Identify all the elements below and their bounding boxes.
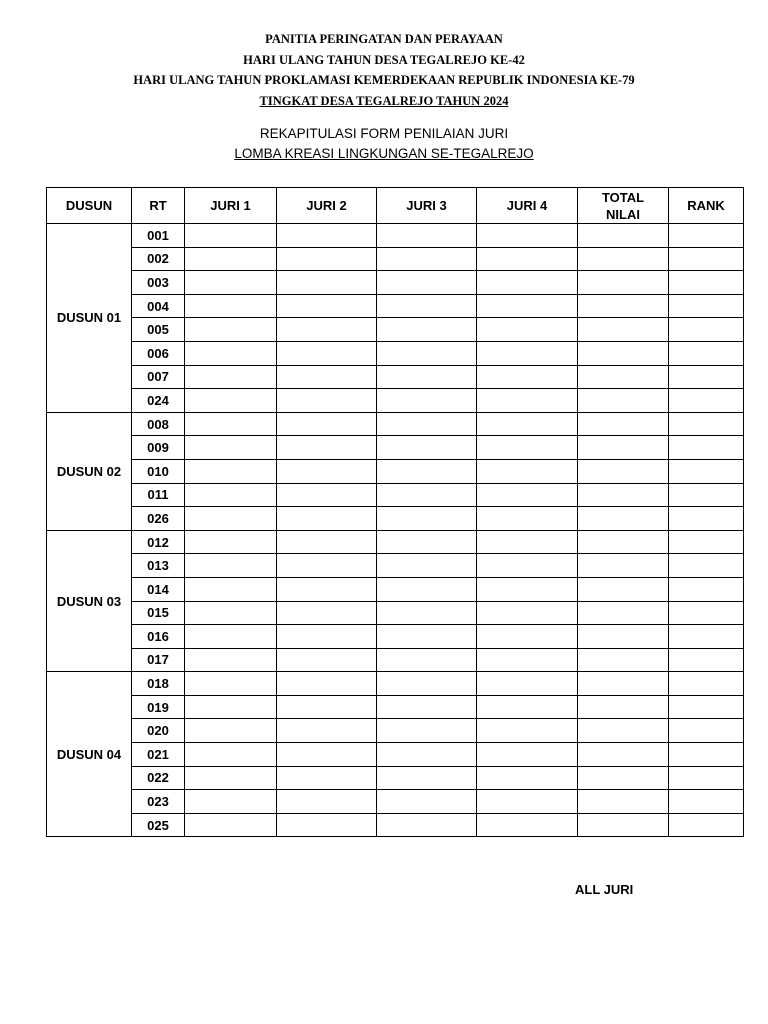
rt-cell: 012 (132, 530, 185, 554)
rank-cell[interactable] (669, 507, 744, 531)
dusun-cell: DUSUN 01 (47, 224, 132, 413)
rt-cell: 017 (132, 648, 185, 672)
signature-label: ALL JURI (575, 882, 634, 897)
juri-4-cell[interactable] (477, 554, 578, 578)
rt-cell: 002 (132, 247, 185, 271)
total-nilai-cell[interactable] (578, 294, 669, 318)
juri-2-cell[interactable] (277, 436, 377, 460)
rt-cell: 024 (132, 389, 185, 413)
total-nilai-cell[interactable] (578, 483, 669, 507)
table-row (47, 648, 744, 672)
total-nilai-cell[interactable] (578, 601, 669, 625)
rt-cell: 022 (132, 766, 185, 790)
rank-cell[interactable] (669, 577, 744, 601)
rank-cell[interactable] (669, 436, 744, 460)
juri-2-cell[interactable] (277, 554, 377, 578)
total-nilai-cell[interactable] (578, 813, 669, 837)
table-row (47, 672, 744, 696)
rt-cell: 011 (132, 483, 185, 507)
juri-2-cell[interactable] (277, 625, 377, 649)
total-nilai-cell[interactable] (578, 719, 669, 743)
rt-cell: 010 (132, 459, 185, 483)
total-nilai-cell[interactable] (578, 766, 669, 790)
rank-cell[interactable] (669, 459, 744, 483)
table-row (47, 554, 744, 578)
juri-1-cell[interactable] (185, 695, 277, 719)
header-rt: RT (132, 188, 185, 224)
rt-cell: 003 (132, 271, 185, 295)
juri-3-cell[interactable] (377, 318, 477, 342)
table-row (47, 695, 744, 719)
document-subtitle (0, 124, 768, 164)
juri-3-cell[interactable] (377, 813, 477, 837)
juri-4-cell[interactable] (477, 247, 578, 271)
juri-4-cell[interactable] (477, 648, 578, 672)
total-nilai-cell[interactable] (578, 507, 669, 531)
juri-1-cell[interactable] (185, 766, 277, 790)
table-row (47, 436, 744, 460)
rt-cell: 014 (132, 577, 185, 601)
juri-1-cell[interactable] (185, 577, 277, 601)
juri-1-cell[interactable] (185, 813, 277, 837)
juri-3-cell[interactable] (377, 530, 477, 554)
juri-4-cell[interactable] (477, 224, 578, 248)
rt-cell: 021 (132, 743, 185, 767)
rank-cell[interactable] (669, 719, 744, 743)
juri-1-cell[interactable] (185, 318, 277, 342)
rt-cell: 005 (132, 318, 185, 342)
juri-3-cell[interactable] (377, 648, 477, 672)
table-row (47, 365, 744, 389)
juri-4-cell[interactable] (477, 318, 578, 342)
juri-3-cell[interactable] (377, 436, 477, 460)
total-nilai-cell[interactable] (578, 247, 669, 271)
juri-3-cell[interactable] (377, 719, 477, 743)
rank-cell[interactable] (669, 271, 744, 295)
juri-1-cell[interactable] (185, 507, 277, 531)
rt-cell: 015 (132, 601, 185, 625)
juri-2-cell[interactable] (277, 412, 377, 436)
juri-1-cell[interactable] (185, 412, 277, 436)
total-nilai-cell[interactable] (578, 790, 669, 814)
rank-cell[interactable] (669, 601, 744, 625)
rank-cell[interactable] (669, 318, 744, 342)
table-row (47, 601, 744, 625)
juri-3-cell[interactable] (377, 743, 477, 767)
juri-4-cell[interactable] (477, 743, 578, 767)
juri-2-cell[interactable] (277, 224, 377, 248)
total-nilai-cell[interactable] (578, 530, 669, 554)
header-line-3: HARI ULANG TAHUN PROKLAMASI KEMERDEKAAN REPUBLIK INDONESIA KE-79 (133, 73, 635, 87)
rank-cell[interactable] (669, 766, 744, 790)
juri-1-cell[interactable] (185, 389, 277, 413)
table-row (47, 459, 744, 483)
juri-2-cell[interactable] (277, 672, 377, 696)
juri-2-cell[interactable] (277, 247, 377, 271)
total-nilai-cell[interactable] (578, 743, 669, 767)
rank-cell[interactable] (669, 790, 744, 814)
total-nilai-cell[interactable] (578, 695, 669, 719)
juri-3-cell[interactable] (377, 766, 477, 790)
juri-4-cell[interactable] (477, 601, 578, 625)
juri-4-cell[interactable] (477, 412, 578, 436)
header-juri-3: JURI 3 (377, 188, 477, 224)
juri-1-cell[interactable] (185, 247, 277, 271)
juri-3-cell[interactable] (377, 247, 477, 271)
total-nilai-cell[interactable] (578, 459, 669, 483)
juri-4-cell[interactable] (477, 365, 578, 389)
juri-2-cell[interactable] (277, 766, 377, 790)
juri-4-cell[interactable] (477, 766, 578, 790)
total-nilai-cell[interactable] (578, 365, 669, 389)
juri-2-cell[interactable] (277, 483, 377, 507)
juri-3-cell[interactable] (377, 577, 477, 601)
rank-cell[interactable] (669, 695, 744, 719)
juri-2-cell[interactable] (277, 341, 377, 365)
rank-cell[interactable] (669, 341, 744, 365)
rank-cell[interactable] (669, 294, 744, 318)
header-line-4: TINGKAT DESA TEGALREJO TAHUN 2024 (259, 93, 509, 108)
juri-4-cell[interactable] (477, 695, 578, 719)
juri-3-cell[interactable] (377, 695, 477, 719)
subtitle-line-1: REKAPITULASI FORM PENILAIAN JURI (259, 126, 509, 141)
rt-cell: 026 (132, 507, 185, 531)
juri-4-cell[interactable] (477, 389, 578, 413)
total-nilai-cell[interactable] (578, 271, 669, 295)
header-juri-2: JURI 2 (277, 188, 377, 224)
rank-cell[interactable] (669, 389, 744, 413)
header-total-nilai: TOTAL NILAI (578, 188, 669, 224)
juri-4-cell[interactable] (477, 672, 578, 696)
rank-cell[interactable] (669, 247, 744, 271)
table-row (47, 389, 744, 413)
juri-3-cell[interactable] (377, 294, 477, 318)
rt-cell: 020 (132, 719, 185, 743)
juri-3-cell[interactable] (377, 389, 477, 413)
juri-1-cell[interactable] (185, 672, 277, 696)
header-juri-4: JURI 4 (477, 188, 578, 224)
juri-2-cell[interactable] (277, 648, 377, 672)
juri-3-cell[interactable] (377, 365, 477, 389)
juri-2-cell[interactable] (277, 459, 377, 483)
juri-4-cell[interactable] (477, 507, 578, 531)
juri-1-cell[interactable] (185, 625, 277, 649)
table-row (47, 318, 744, 342)
juri-4-cell[interactable] (477, 341, 578, 365)
juri-1-cell[interactable] (185, 601, 277, 625)
rank-cell[interactable] (669, 365, 744, 389)
rt-cell: 007 (132, 365, 185, 389)
juri-1-cell[interactable] (185, 530, 277, 554)
juri-1-cell[interactable] (185, 743, 277, 767)
juri-3-cell[interactable] (377, 601, 477, 625)
rt-cell: 018 (132, 672, 185, 696)
juri-2-cell[interactable] (277, 294, 377, 318)
juri-3-cell[interactable] (377, 459, 477, 483)
table-row (47, 625, 744, 649)
juri-3-cell[interactable] (377, 554, 477, 578)
rank-cell[interactable] (669, 743, 744, 767)
juri-1-cell[interactable] (185, 719, 277, 743)
subtitle-line-2: LOMBA KREASI LINGKUNGAN SE-TEGALREJO (234, 146, 534, 161)
juri-2-cell[interactable] (277, 507, 377, 531)
rank-cell[interactable] (669, 554, 744, 578)
juri-3-cell[interactable] (377, 672, 477, 696)
juri-1-cell[interactable] (185, 790, 277, 814)
total-nilai-cell[interactable] (578, 672, 669, 696)
total-nilai-cell[interactable] (578, 412, 669, 436)
table-row (47, 483, 744, 507)
juri-1-cell[interactable] (185, 365, 277, 389)
juri-4-cell[interactable] (477, 459, 578, 483)
table-row (47, 530, 744, 554)
table-row (47, 341, 744, 365)
rank-cell[interactable] (669, 625, 744, 649)
rank-cell[interactable] (669, 672, 744, 696)
rank-cell[interactable] (669, 813, 744, 837)
juri-4-cell[interactable] (477, 294, 578, 318)
juri-1-cell[interactable] (185, 554, 277, 578)
rt-cell: 013 (132, 554, 185, 578)
juri-2-cell[interactable] (277, 530, 377, 554)
juri-4-cell[interactable] (477, 271, 578, 295)
juri-1-cell[interactable] (185, 224, 277, 248)
juri-1-cell[interactable] (185, 341, 277, 365)
juri-1-cell[interactable] (185, 436, 277, 460)
rt-cell: 016 (132, 625, 185, 649)
rt-cell: 001 (132, 224, 185, 248)
total-nilai-cell[interactable] (578, 577, 669, 601)
total-nilai-cell[interactable] (578, 648, 669, 672)
rt-cell: 008 (132, 412, 185, 436)
total-nilai-cell[interactable] (578, 625, 669, 649)
table-row (47, 412, 744, 436)
total-nilai-cell[interactable] (578, 436, 669, 460)
header-dusun: DUSUN (47, 188, 132, 224)
total-nilai-cell[interactable] (578, 389, 669, 413)
juri-2-cell[interactable] (277, 365, 377, 389)
juri-1-cell[interactable] (185, 294, 277, 318)
juri-2-cell[interactable] (277, 389, 377, 413)
rt-cell: 004 (132, 294, 185, 318)
juri-1-cell[interactable] (185, 271, 277, 295)
juri-3-cell[interactable] (377, 625, 477, 649)
juri-1-cell[interactable] (185, 483, 277, 507)
juri-3-cell[interactable] (377, 483, 477, 507)
dusun-cell: DUSUN 04 (47, 672, 132, 837)
table-body (47, 224, 744, 837)
score-recap-table (46, 187, 744, 837)
dusun-cell: DUSUN 02 (47, 412, 132, 530)
juri-3-cell[interactable] (377, 507, 477, 531)
rt-cell: 019 (132, 695, 185, 719)
juri-2-cell[interactable] (277, 695, 377, 719)
table-row (47, 719, 744, 743)
juri-2-cell[interactable] (277, 813, 377, 837)
table-row (47, 766, 744, 790)
header-juri-1: JURI 1 (185, 188, 277, 224)
juri-3-cell[interactable] (377, 412, 477, 436)
juri-4-cell[interactable] (477, 530, 578, 554)
juri-2-cell[interactable] (277, 601, 377, 625)
juri-2-cell[interactable] (277, 577, 377, 601)
header-line-2: HARI ULANG TAHUN DESA TEGALREJO KE-42 (243, 52, 525, 67)
table-row (47, 271, 744, 295)
juri-3-cell[interactable] (377, 271, 477, 295)
rank-cell[interactable] (669, 483, 744, 507)
table-header-row (47, 188, 744, 224)
header-line-1: PANITIA PERINGATAN DAN PERAYAAN (265, 32, 503, 46)
juri-2-cell[interactable] (277, 318, 377, 342)
rank-cell[interactable] (669, 530, 744, 554)
rank-cell[interactable] (669, 224, 744, 248)
juri-4-cell[interactable] (477, 436, 578, 460)
rt-cell: 023 (132, 790, 185, 814)
juri-2-cell[interactable] (277, 719, 377, 743)
header-rank: RANK (669, 188, 744, 224)
table-row (47, 577, 744, 601)
juri-3-cell[interactable] (377, 224, 477, 248)
table-row (47, 790, 744, 814)
rank-cell[interactable] (669, 412, 744, 436)
total-nilai-cell[interactable] (578, 318, 669, 342)
juri-4-cell[interactable] (477, 577, 578, 601)
table-row (47, 224, 744, 248)
juri-4-cell[interactable] (477, 483, 578, 507)
juri-4-cell[interactable] (477, 625, 578, 649)
table-row (47, 247, 744, 271)
juri-4-cell[interactable] (477, 790, 578, 814)
juri-1-cell[interactable] (185, 459, 277, 483)
dusun-cell: DUSUN 03 (47, 530, 132, 672)
table-row (47, 294, 744, 318)
juri-3-cell[interactable] (377, 790, 477, 814)
total-nilai-cell[interactable] (578, 341, 669, 365)
juri-2-cell[interactable] (277, 790, 377, 814)
rank-cell[interactable] (669, 648, 744, 672)
juri-2-cell[interactable] (277, 271, 377, 295)
juri-4-cell[interactable] (477, 719, 578, 743)
table-row (47, 507, 744, 531)
document-header (0, 29, 768, 111)
juri-1-cell[interactable] (185, 648, 277, 672)
rt-cell: 009 (132, 436, 185, 460)
total-nilai-cell[interactable] (578, 554, 669, 578)
total-nilai-cell[interactable] (578, 224, 669, 248)
table-row (47, 743, 744, 767)
juri-3-cell[interactable] (377, 341, 477, 365)
rt-cell: 006 (132, 341, 185, 365)
table-row (47, 813, 744, 837)
juri-2-cell[interactable] (277, 743, 377, 767)
rt-cell: 025 (132, 813, 185, 837)
juri-4-cell[interactable] (477, 813, 578, 837)
